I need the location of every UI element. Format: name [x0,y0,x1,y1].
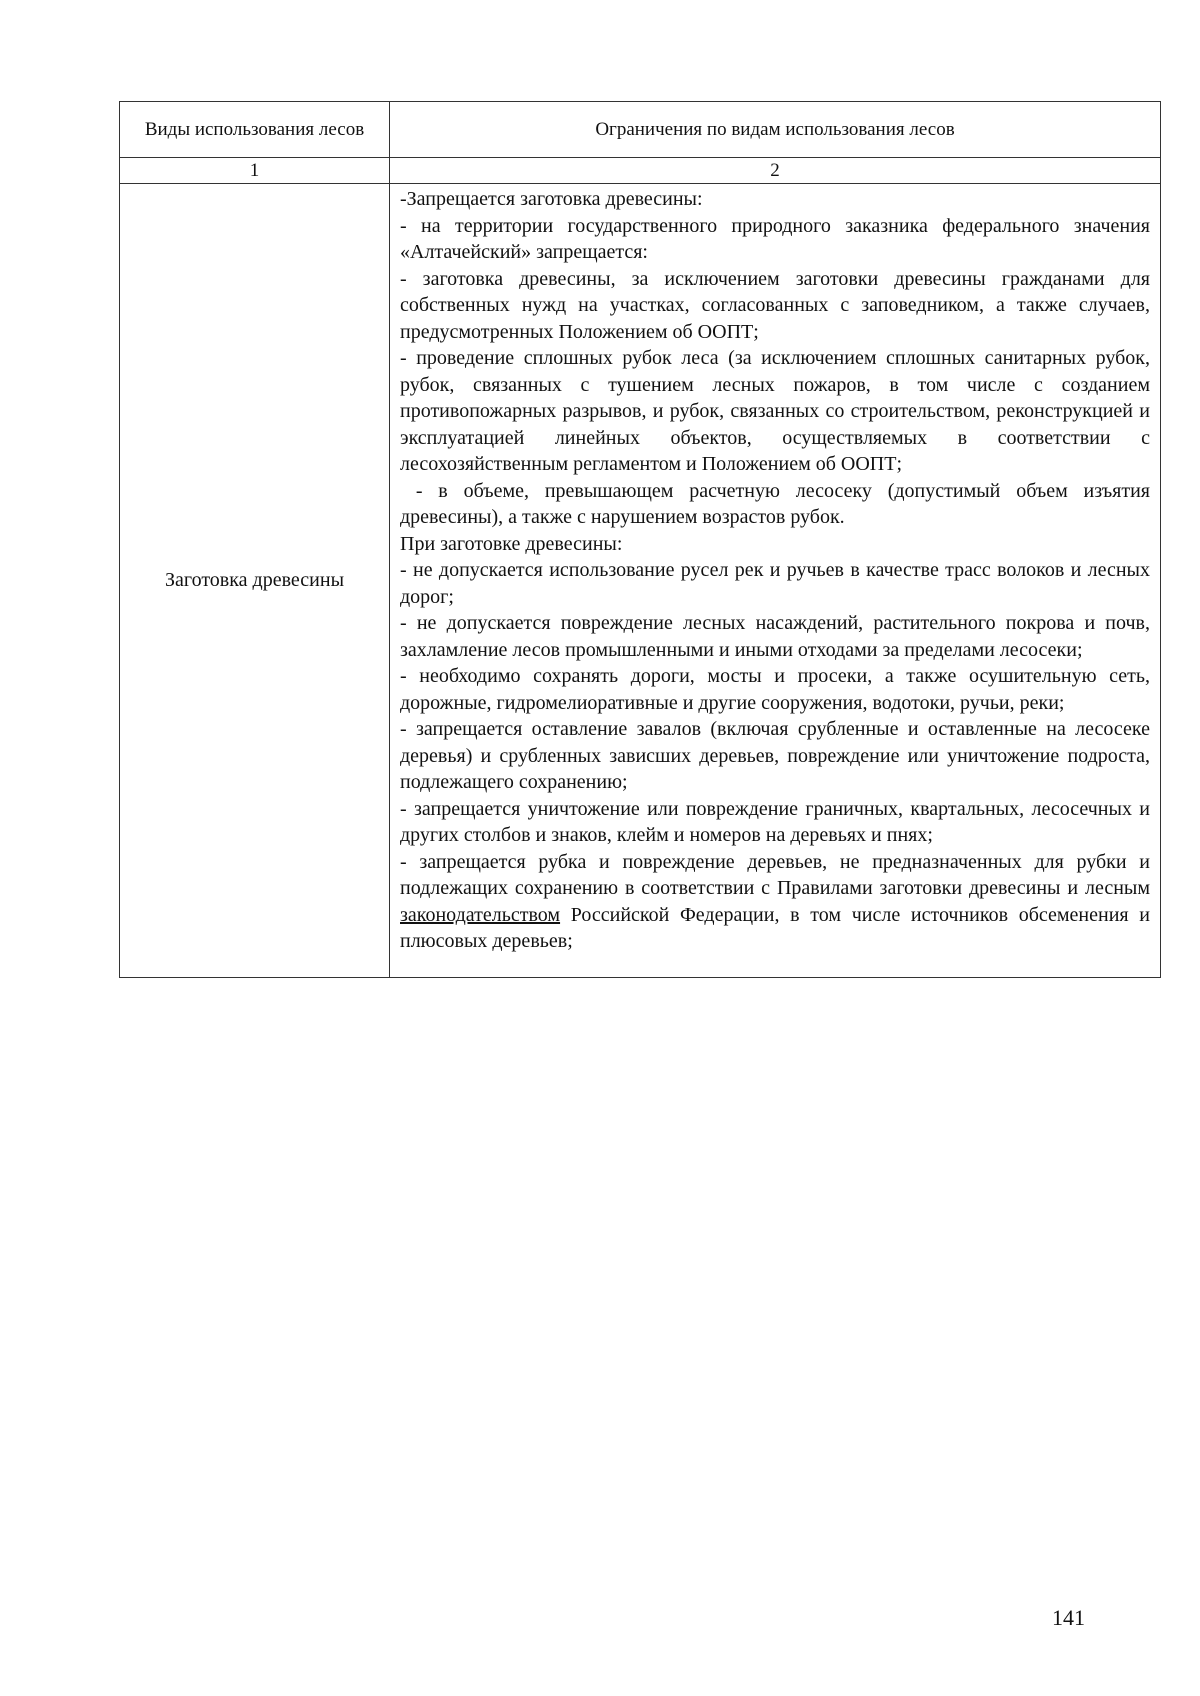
restriction-paragraph: - не допускается использование русел рек и ручьев в качестве трасс волоков и лесных дорог; [400,559,1150,608]
restriction-paragraph: - на территории государственного природного заказника федерального значения «Алтачейский» запрещается: [400,214,1150,263]
restriction-paragraph: При заготовке древесины: [400,532,623,555]
forest-use-type-cell: Заготовка древесины [120,184,390,978]
table-header-row [120,102,1161,158]
restriction-paragraph: - проведение сплошных рубок леса (за исключением сплошных санитарных рубок, рубок, связанных с тушением лесных пожаров, в том числе с созданием противопожарных разрывов, и рубок, связанных со строительством, реконструкцией и эксплуатацией линейных объектов, осуществляемых в соответствии с лесохозяйственным регламентом и Положением об ООПТ; [400,347,1150,475]
column-number-2: 2 [390,158,1161,184]
forest-use-restrictions-table [119,101,1161,978]
column-number-row [120,158,1161,184]
legislation-link[interactable]: законодательством [400,903,561,926]
header-restrictions: Ограничения по видам использования лесов [390,102,1161,158]
column-number-1: 1 [120,158,390,184]
restriction-paragraph: - запрещается уничтожение или повреждение граничных, квартальных, лесосечных и других столбов и знаков, клейм и номеров на деревьях и пнях; [400,797,1150,846]
restriction-paragraph: - не допускается повреждение лесных насаждений, растительного покрова и почв, захламление лесов промышленными и иными отходами за пределами лесосеки; [400,612,1150,661]
table-row [120,184,1161,978]
restriction-paragraph: -Запрещается заготовка древесины: [400,188,703,210]
last-paragraph-after: Российской Федерации, в том числе источников обсеменения и плюсовых деревьев; [400,903,1150,952]
last-paragraph-before: - запрещается рубка и повреждение деревьев, не предназначенных для рубки и подлежащих сохранению в соответствии с Правилами заготовки древесины и лесным [400,850,1150,899]
page-number: 141 [1052,1605,1085,1630]
restriction-paragraph: - заготовка древесины, за исключением заготовки древесины гражданами для собственных нужд на участках, согласованных с заповедником, а также случаев, предусмотренных Положением об ООПТ; [400,267,1150,343]
restriction-paragraph-last [400,849,1150,955]
restriction-paragraph: - необходимо сохранять дороги, мосты и просеки, а также осушительную сеть, дорожные, гидромелиоративные и другие сооружения, водотоки, ручьи, реки; [400,665,1150,714]
restriction-paragraph: - запрещается оставление завалов (включая срубленные и оставленные на лесосеке деревья) и срубленных зависших деревьев, повреждение или уничтожение подроста, подлежащего сохранению; [400,718,1150,793]
restrictions-cell [390,184,1161,978]
restriction-paragraph: - в объеме, превышающем расчетную лесосеку (допустимый объем изъятия древесины), а также с нарушением возрастов рубок. [400,479,1156,528]
header-forest-use-types: Виды использования лесов [120,102,390,158]
